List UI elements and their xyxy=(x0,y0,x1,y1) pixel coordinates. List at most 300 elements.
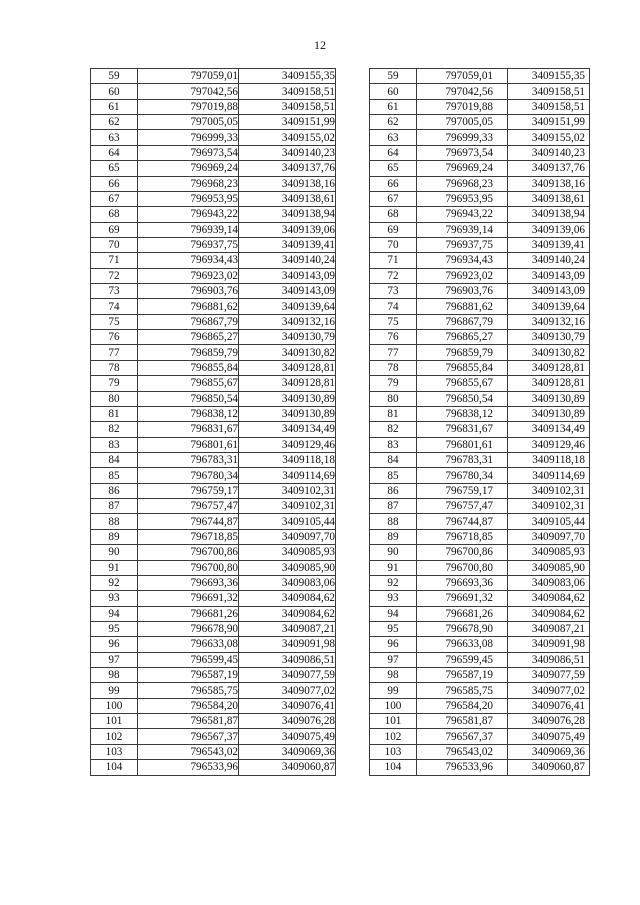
x-coordinate-cell: 796867,79 xyxy=(417,314,508,329)
x-coordinate-cell: 796865,27 xyxy=(417,330,508,345)
point-number-cell: 75 xyxy=(91,314,138,329)
table-row xyxy=(370,391,590,406)
x-coordinate-cell: 796831,67 xyxy=(417,422,508,437)
point-number-cell: 82 xyxy=(91,422,138,437)
table-row xyxy=(91,222,336,237)
x-coordinate-cell: 796700,86 xyxy=(138,545,239,560)
x-coordinate-cell: 796633,08 xyxy=(138,637,239,652)
point-number-cell: 86 xyxy=(91,483,138,498)
point-number-cell: 103 xyxy=(370,744,417,759)
table-row xyxy=(91,452,336,467)
table-row xyxy=(91,191,336,206)
point-number-cell: 70 xyxy=(91,237,138,252)
x-coordinate-cell: 796968,23 xyxy=(417,176,508,191)
x-coordinate-cell: 796584,20 xyxy=(417,698,508,713)
point-number-cell: 100 xyxy=(91,698,138,713)
y-coordinate-cell: 3409138,94 xyxy=(239,207,336,222)
table-row xyxy=(91,714,336,729)
point-number-cell: 65 xyxy=(370,161,417,176)
table-row xyxy=(91,514,336,529)
table-row xyxy=(370,668,590,683)
y-coordinate-cell: 3409128,81 xyxy=(508,376,590,391)
y-coordinate-cell: 3409118,18 xyxy=(508,452,590,467)
table-row xyxy=(370,422,590,437)
x-coordinate-cell: 796759,17 xyxy=(417,483,508,498)
table-row xyxy=(370,84,590,99)
y-coordinate-cell: 3409138,61 xyxy=(508,191,590,206)
point-number-cell: 59 xyxy=(91,69,138,84)
x-coordinate-cell: 796969,24 xyxy=(138,161,239,176)
point-number-cell: 71 xyxy=(370,253,417,268)
point-number-cell: 93 xyxy=(91,591,138,606)
table-row xyxy=(91,314,336,329)
point-number-cell: 89 xyxy=(91,529,138,544)
y-coordinate-cell: 3409097,70 xyxy=(508,529,590,544)
point-number-cell: 94 xyxy=(370,606,417,621)
point-number-cell: 88 xyxy=(370,514,417,529)
y-coordinate-cell: 3409130,89 xyxy=(239,406,336,421)
y-coordinate-cell: 3409083,06 xyxy=(508,575,590,590)
table-row xyxy=(370,284,590,299)
point-number-cell: 94 xyxy=(91,606,138,621)
x-coordinate-cell: 796943,22 xyxy=(138,207,239,222)
x-coordinate-cell: 796867,79 xyxy=(138,314,239,329)
table-row xyxy=(91,529,336,544)
table-row xyxy=(91,176,336,191)
point-number-cell: 99 xyxy=(370,683,417,698)
coordinates-table-left xyxy=(90,68,336,776)
table-row xyxy=(91,468,336,483)
point-number-cell: 98 xyxy=(91,668,138,683)
x-coordinate-cell: 796859,79 xyxy=(417,345,508,360)
y-coordinate-cell: 3409086,51 xyxy=(508,652,590,667)
table-row xyxy=(91,84,336,99)
point-number-cell: 62 xyxy=(91,115,138,130)
x-coordinate-cell: 796681,26 xyxy=(417,606,508,621)
point-number-cell: 63 xyxy=(370,130,417,145)
table-row xyxy=(91,422,336,437)
point-number-cell: 73 xyxy=(370,284,417,299)
point-number-cell: 72 xyxy=(91,268,138,283)
table-row xyxy=(370,330,590,345)
table-row xyxy=(91,406,336,421)
point-number-cell: 64 xyxy=(370,145,417,160)
x-coordinate-cell: 796838,12 xyxy=(417,406,508,421)
y-coordinate-cell: 3409076,41 xyxy=(508,698,590,713)
point-number-cell: 61 xyxy=(91,99,138,114)
table-row xyxy=(370,698,590,713)
x-coordinate-cell: 796850,54 xyxy=(417,391,508,406)
x-coordinate-cell: 796533,96 xyxy=(417,760,508,775)
y-coordinate-cell: 3409084,62 xyxy=(508,591,590,606)
y-coordinate-cell: 3409102,31 xyxy=(508,499,590,514)
point-number-cell: 78 xyxy=(370,360,417,375)
x-coordinate-cell: 797059,01 xyxy=(138,69,239,84)
x-coordinate-cell: 796801,61 xyxy=(138,437,239,452)
point-number-cell: 88 xyxy=(91,514,138,529)
point-number-cell: 76 xyxy=(370,330,417,345)
x-coordinate-cell: 796599,45 xyxy=(417,652,508,667)
table-row xyxy=(370,237,590,252)
y-coordinate-cell: 3409130,89 xyxy=(508,391,590,406)
table-row xyxy=(370,360,590,375)
point-number-cell: 65 xyxy=(91,161,138,176)
table-row xyxy=(370,760,590,775)
y-coordinate-cell: 3409151,99 xyxy=(239,115,336,130)
y-coordinate-cell: 3409077,59 xyxy=(508,668,590,683)
table-row xyxy=(91,130,336,145)
x-coordinate-cell: 796587,19 xyxy=(138,668,239,683)
point-number-cell: 85 xyxy=(370,468,417,483)
table-row xyxy=(91,345,336,360)
x-coordinate-cell: 796783,31 xyxy=(417,452,508,467)
y-coordinate-cell: 3409084,62 xyxy=(239,606,336,621)
y-coordinate-cell: 3409139,06 xyxy=(239,222,336,237)
y-coordinate-cell: 3409087,21 xyxy=(508,621,590,636)
x-coordinate-cell: 796969,24 xyxy=(417,161,508,176)
y-coordinate-cell: 3409128,81 xyxy=(239,376,336,391)
y-coordinate-cell: 3409102,31 xyxy=(239,483,336,498)
x-coordinate-cell: 796865,27 xyxy=(138,330,239,345)
point-number-cell: 81 xyxy=(370,406,417,421)
table-row xyxy=(91,545,336,560)
x-coordinate-cell: 796757,47 xyxy=(417,499,508,514)
point-number-cell: 61 xyxy=(370,99,417,114)
point-number-cell: 93 xyxy=(370,591,417,606)
table-row xyxy=(370,591,590,606)
x-coordinate-cell: 796744,87 xyxy=(417,514,508,529)
x-coordinate-cell: 796855,67 xyxy=(138,376,239,391)
x-coordinate-cell: 796831,67 xyxy=(138,422,239,437)
table-row xyxy=(370,729,590,744)
y-coordinate-cell: 3409139,41 xyxy=(239,237,336,252)
point-number-cell: 98 xyxy=(370,668,417,683)
point-number-cell: 70 xyxy=(370,237,417,252)
y-coordinate-cell: 3409076,28 xyxy=(239,714,336,729)
table-row xyxy=(370,222,590,237)
point-number-cell: 91 xyxy=(91,560,138,575)
point-number-cell: 68 xyxy=(91,207,138,222)
table-row xyxy=(370,176,590,191)
point-number-cell: 63 xyxy=(91,130,138,145)
point-number-cell: 66 xyxy=(91,176,138,191)
point-number-cell: 69 xyxy=(370,222,417,237)
y-coordinate-cell: 3409069,36 xyxy=(508,744,590,759)
table-row xyxy=(91,284,336,299)
table-row xyxy=(91,115,336,130)
y-coordinate-cell: 3409097,70 xyxy=(239,529,336,544)
x-coordinate-cell: 796939,14 xyxy=(417,222,508,237)
x-coordinate-cell: 796585,75 xyxy=(138,683,239,698)
point-number-cell: 102 xyxy=(91,729,138,744)
x-coordinate-cell: 797042,56 xyxy=(138,84,239,99)
point-number-cell: 78 xyxy=(91,360,138,375)
y-coordinate-cell: 3409139,06 xyxy=(508,222,590,237)
x-coordinate-cell: 796923,02 xyxy=(417,268,508,283)
table-row xyxy=(370,376,590,391)
y-coordinate-cell: 3409114,69 xyxy=(239,468,336,483)
y-coordinate-cell: 3409139,64 xyxy=(239,299,336,314)
y-coordinate-cell: 3409138,16 xyxy=(239,176,336,191)
x-coordinate-cell: 797005,05 xyxy=(138,115,239,130)
point-number-cell: 83 xyxy=(91,437,138,452)
point-number-cell: 60 xyxy=(370,84,417,99)
x-coordinate-cell: 797042,56 xyxy=(417,84,508,99)
table-row xyxy=(370,744,590,759)
point-number-cell: 91 xyxy=(370,560,417,575)
table-row xyxy=(91,437,336,452)
table-row xyxy=(370,253,590,268)
x-coordinate-cell: 796599,45 xyxy=(138,652,239,667)
table-row xyxy=(91,637,336,652)
table-row xyxy=(91,591,336,606)
table-row xyxy=(91,145,336,160)
table-row xyxy=(370,99,590,114)
table-row xyxy=(91,606,336,621)
table-row xyxy=(370,314,590,329)
point-number-cell: 103 xyxy=(91,744,138,759)
x-coordinate-cell: 796855,67 xyxy=(417,376,508,391)
point-number-cell: 80 xyxy=(370,391,417,406)
x-coordinate-cell: 796850,54 xyxy=(138,391,239,406)
x-coordinate-cell: 796999,33 xyxy=(417,130,508,145)
table-row xyxy=(91,683,336,698)
x-coordinate-cell: 796953,95 xyxy=(138,191,239,206)
table-row xyxy=(370,130,590,145)
y-coordinate-cell: 3409132,16 xyxy=(239,314,336,329)
point-number-cell: 84 xyxy=(370,452,417,467)
point-number-cell: 99 xyxy=(91,683,138,698)
x-coordinate-cell: 796937,75 xyxy=(138,237,239,252)
y-coordinate-cell: 3409075,49 xyxy=(508,729,590,744)
point-number-cell: 72 xyxy=(370,268,417,283)
table-row xyxy=(370,161,590,176)
point-number-cell: 60 xyxy=(91,84,138,99)
y-coordinate-cell: 3409085,93 xyxy=(508,545,590,560)
point-number-cell: 71 xyxy=(91,253,138,268)
x-coordinate-cell: 796780,34 xyxy=(417,468,508,483)
table-row xyxy=(370,714,590,729)
y-coordinate-cell: 3409130,89 xyxy=(508,406,590,421)
point-number-cell: 82 xyxy=(370,422,417,437)
point-number-cell: 101 xyxy=(370,714,417,729)
x-coordinate-cell: 796700,86 xyxy=(417,545,508,560)
y-coordinate-cell: 3409129,46 xyxy=(239,437,336,452)
y-coordinate-cell: 3409139,41 xyxy=(508,237,590,252)
point-number-cell: 59 xyxy=(370,69,417,84)
x-coordinate-cell: 797059,01 xyxy=(417,69,508,84)
x-coordinate-cell: 796973,54 xyxy=(417,145,508,160)
y-coordinate-cell: 3409091,98 xyxy=(239,637,336,652)
point-number-cell: 75 xyxy=(370,314,417,329)
point-number-cell: 101 xyxy=(91,714,138,729)
table-row xyxy=(91,760,336,775)
y-coordinate-cell: 3409132,16 xyxy=(508,314,590,329)
y-coordinate-cell: 3409084,62 xyxy=(508,606,590,621)
point-number-cell: 96 xyxy=(91,637,138,652)
x-coordinate-cell: 796567,37 xyxy=(417,729,508,744)
x-coordinate-cell: 797019,88 xyxy=(138,99,239,114)
y-coordinate-cell: 3409077,02 xyxy=(508,683,590,698)
x-coordinate-cell: 796999,33 xyxy=(138,130,239,145)
table-row xyxy=(91,391,336,406)
table-row xyxy=(370,621,590,636)
y-coordinate-cell: 3409083,06 xyxy=(239,575,336,590)
x-coordinate-cell: 796855,84 xyxy=(138,360,239,375)
y-coordinate-cell: 3409129,46 xyxy=(508,437,590,452)
y-coordinate-cell: 3409140,24 xyxy=(239,253,336,268)
y-coordinate-cell: 3409143,09 xyxy=(239,268,336,283)
point-number-cell: 86 xyxy=(370,483,417,498)
x-coordinate-cell: 796855,84 xyxy=(417,360,508,375)
point-number-cell: 79 xyxy=(370,376,417,391)
x-coordinate-cell: 796968,23 xyxy=(138,176,239,191)
table-row xyxy=(370,560,590,575)
point-number-cell: 74 xyxy=(370,299,417,314)
table-row xyxy=(370,483,590,498)
y-coordinate-cell: 3409060,87 xyxy=(239,760,336,775)
table-row xyxy=(91,483,336,498)
x-coordinate-cell: 796783,31 xyxy=(138,452,239,467)
point-number-cell: 100 xyxy=(370,698,417,713)
x-coordinate-cell: 797019,88 xyxy=(417,99,508,114)
x-coordinate-cell: 796693,36 xyxy=(417,575,508,590)
y-coordinate-cell: 3409151,99 xyxy=(508,115,590,130)
x-coordinate-cell: 796757,47 xyxy=(138,499,239,514)
y-coordinate-cell: 3409155,02 xyxy=(508,130,590,145)
x-coordinate-cell: 796681,26 xyxy=(138,606,239,621)
y-coordinate-cell: 3409128,81 xyxy=(239,360,336,375)
table-row xyxy=(91,299,336,314)
y-coordinate-cell: 3409158,51 xyxy=(508,84,590,99)
y-coordinate-cell: 3409158,51 xyxy=(239,99,336,114)
y-coordinate-cell: 3409140,23 xyxy=(239,145,336,160)
table-row xyxy=(370,69,590,84)
point-number-cell: 76 xyxy=(91,330,138,345)
y-coordinate-cell: 3409134,49 xyxy=(239,422,336,437)
point-number-cell: 87 xyxy=(370,499,417,514)
y-coordinate-cell: 3409137,76 xyxy=(239,161,336,176)
table-row xyxy=(370,299,590,314)
point-number-cell: 97 xyxy=(370,652,417,667)
point-number-cell: 85 xyxy=(91,468,138,483)
point-number-cell: 81 xyxy=(91,406,138,421)
y-coordinate-cell: 3409130,82 xyxy=(508,345,590,360)
x-coordinate-cell: 796801,61 xyxy=(417,437,508,452)
y-coordinate-cell: 3409076,41 xyxy=(239,698,336,713)
point-number-cell: 62 xyxy=(370,115,417,130)
table-row xyxy=(91,69,336,84)
x-coordinate-cell: 796859,79 xyxy=(138,345,239,360)
table-row xyxy=(91,253,336,268)
x-coordinate-cell: 797005,05 xyxy=(417,115,508,130)
table-row xyxy=(370,545,590,560)
point-number-cell: 69 xyxy=(91,222,138,237)
y-coordinate-cell: 3409140,23 xyxy=(508,145,590,160)
table-row xyxy=(370,514,590,529)
table-row xyxy=(370,268,590,283)
x-coordinate-cell: 796744,87 xyxy=(138,514,239,529)
point-number-cell: 66 xyxy=(370,176,417,191)
table-row xyxy=(370,452,590,467)
x-coordinate-cell: 796923,02 xyxy=(138,268,239,283)
point-number-cell: 95 xyxy=(91,621,138,636)
y-coordinate-cell: 3409114,69 xyxy=(508,468,590,483)
y-coordinate-cell: 3409102,31 xyxy=(239,499,336,514)
point-number-cell: 79 xyxy=(91,376,138,391)
x-coordinate-cell: 796633,08 xyxy=(417,637,508,652)
table-row xyxy=(370,115,590,130)
table-row xyxy=(91,560,336,575)
x-coordinate-cell: 796718,85 xyxy=(138,529,239,544)
x-coordinate-cell: 796543,02 xyxy=(138,744,239,759)
y-coordinate-cell: 3409130,79 xyxy=(508,330,590,345)
y-coordinate-cell: 3409158,51 xyxy=(508,99,590,114)
y-coordinate-cell: 3409077,59 xyxy=(239,668,336,683)
y-coordinate-cell: 3409128,81 xyxy=(508,360,590,375)
y-coordinate-cell: 3409076,28 xyxy=(508,714,590,729)
x-coordinate-cell: 796881,62 xyxy=(138,299,239,314)
table-row xyxy=(91,499,336,514)
table-row xyxy=(370,145,590,160)
y-coordinate-cell: 3409130,82 xyxy=(239,345,336,360)
x-coordinate-cell: 796943,22 xyxy=(417,207,508,222)
y-coordinate-cell: 3409084,62 xyxy=(239,591,336,606)
point-number-cell: 74 xyxy=(91,299,138,314)
table-row xyxy=(370,575,590,590)
y-coordinate-cell: 3409143,09 xyxy=(239,284,336,299)
point-number-cell: 67 xyxy=(91,191,138,206)
table-row xyxy=(91,360,336,375)
table-row xyxy=(370,529,590,544)
point-number-cell: 104 xyxy=(91,760,138,775)
table-row xyxy=(91,207,336,222)
table-row xyxy=(91,652,336,667)
y-coordinate-cell: 3409130,79 xyxy=(239,330,336,345)
point-number-cell: 90 xyxy=(91,545,138,560)
x-coordinate-cell: 796567,37 xyxy=(138,729,239,744)
x-coordinate-cell: 796691,32 xyxy=(417,591,508,606)
y-coordinate-cell: 3409091,98 xyxy=(508,637,590,652)
table-row xyxy=(91,621,336,636)
table-row xyxy=(91,729,336,744)
x-coordinate-cell: 796585,75 xyxy=(417,683,508,698)
table-row xyxy=(370,207,590,222)
x-coordinate-cell: 796718,85 xyxy=(417,529,508,544)
point-number-cell: 64 xyxy=(91,145,138,160)
x-coordinate-cell: 796693,36 xyxy=(138,575,239,590)
x-coordinate-cell: 796939,14 xyxy=(138,222,239,237)
table-row xyxy=(91,99,336,114)
y-coordinate-cell: 3409105,44 xyxy=(508,514,590,529)
x-coordinate-cell: 796903,76 xyxy=(138,284,239,299)
table-row xyxy=(370,637,590,652)
x-coordinate-cell: 796691,32 xyxy=(138,591,239,606)
x-coordinate-cell: 796937,75 xyxy=(417,237,508,252)
x-coordinate-cell: 796584,20 xyxy=(138,698,239,713)
y-coordinate-cell: 3409143,09 xyxy=(508,268,590,283)
table-row xyxy=(91,268,336,283)
x-coordinate-cell: 796533,96 xyxy=(138,760,239,775)
point-number-cell: 104 xyxy=(370,760,417,775)
y-coordinate-cell: 3409140,24 xyxy=(508,253,590,268)
x-coordinate-cell: 796700,80 xyxy=(417,560,508,575)
table-row xyxy=(370,437,590,452)
x-coordinate-cell: 796543,02 xyxy=(417,744,508,759)
y-coordinate-cell: 3409137,76 xyxy=(508,161,590,176)
x-coordinate-cell: 796903,76 xyxy=(417,284,508,299)
x-coordinate-cell: 796838,12 xyxy=(138,406,239,421)
